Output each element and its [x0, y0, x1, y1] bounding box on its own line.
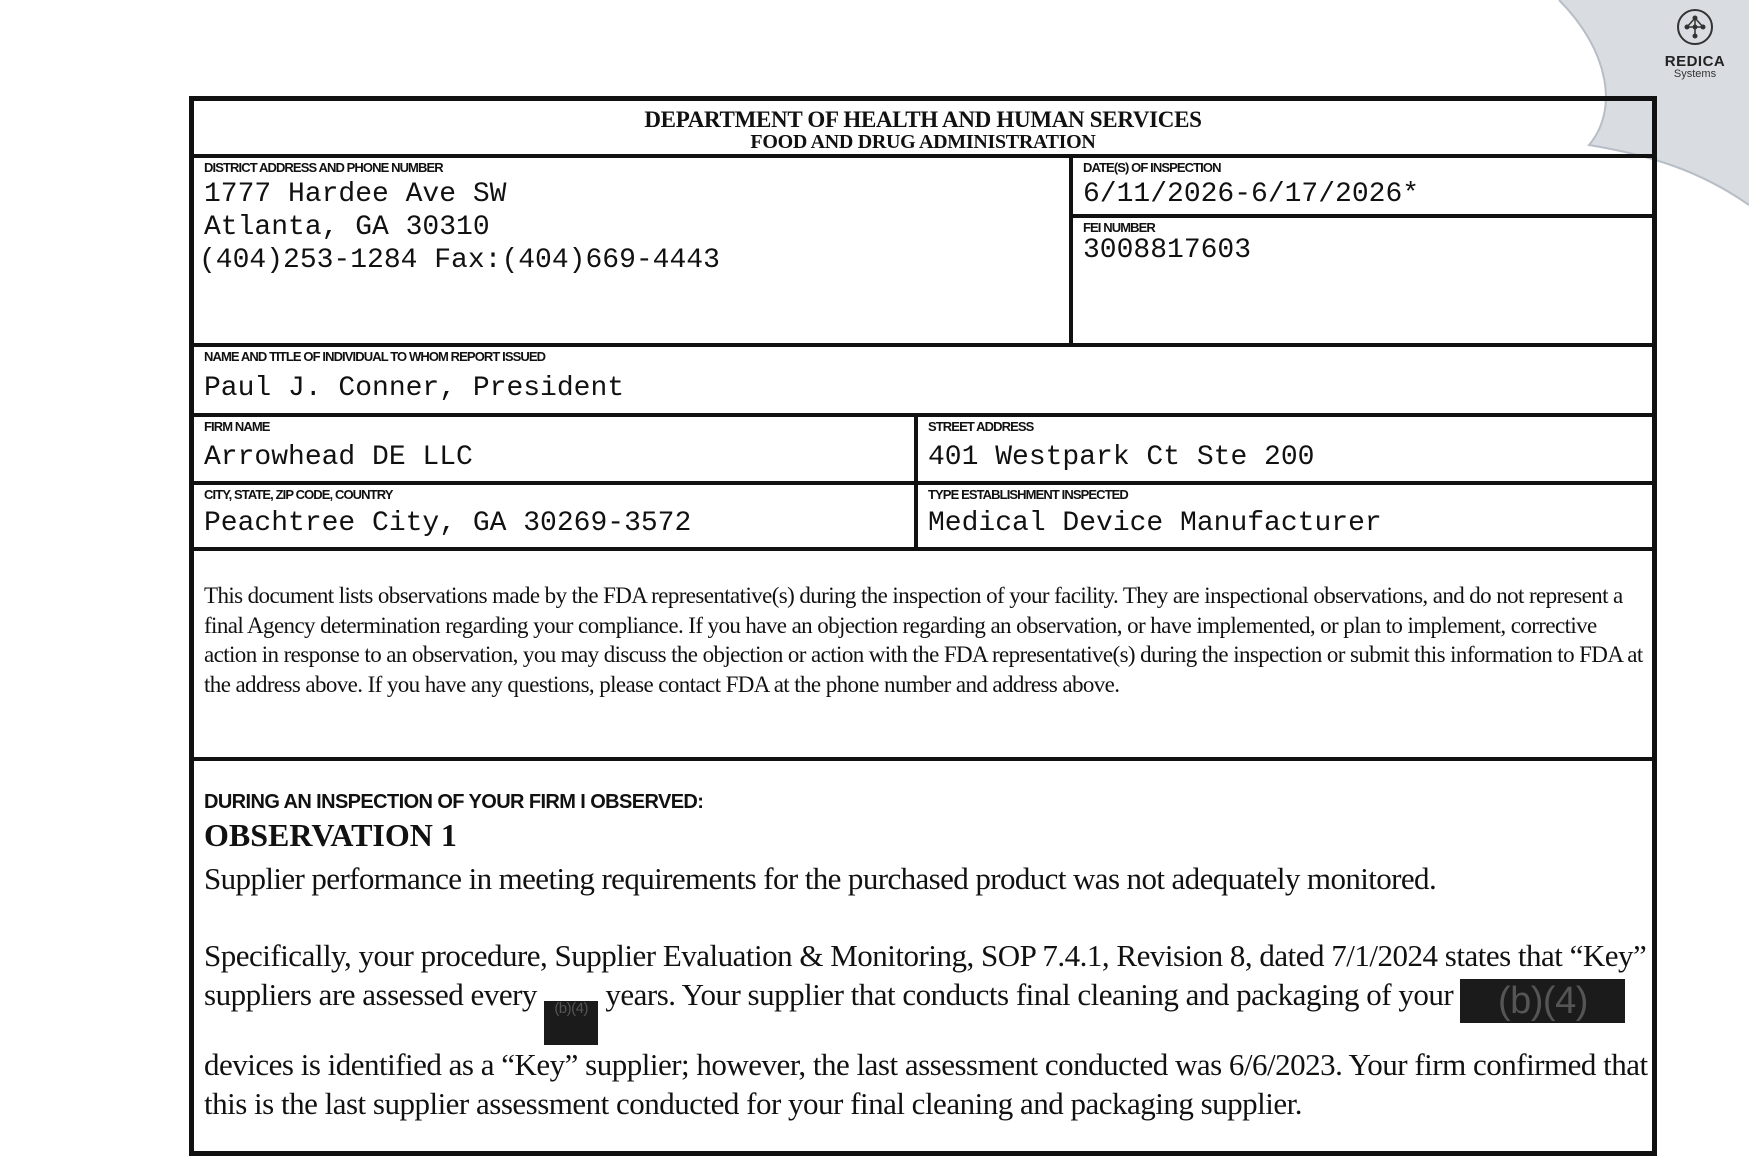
street-value: 401 Westpark Ct Ste 200 [928, 442, 1315, 473]
fei-value: 3008817603 [1083, 235, 1252, 266]
district-label: DISTRICT ADDRESS AND PHONE NUMBER [204, 160, 443, 175]
disclaimer-text: This document lists observations made by the FDA representative(s) during the inspection of your facility. They are inspectional observations, and do not represent a final Agency determination regarding your compliance. If you have an objection regarding an observation, or have implemented, or plan to implement, corrective action in response to an observation, you may discuss the objection or action with the FDA representative(s) during the inspection or submit this information to FDA at the address above. If you have any questions, please contact FDA at the phone number and address above. [204, 583, 1643, 697]
firm-name-value: Arrowhead DE LLC [204, 442, 473, 473]
logo-name: REDICA [1664, 53, 1726, 70]
redaction-box: (b)(4) [1460, 979, 1625, 1023]
dates-value: 6/11/2026-6/17/2026* [1083, 179, 1420, 210]
street-cell [918, 417, 1653, 481]
network-tree-icon [1676, 33, 1714, 50]
city-value: Peachtree City, GA 30269-3572 [204, 508, 692, 539]
city-cell [194, 485, 914, 547]
city-label: CITY, STATE, ZIP CODE, COUNTRY [204, 487, 393, 502]
fda-483-form [189, 96, 1657, 1156]
type-value: Medical Device Manufacturer [928, 508, 1382, 539]
divider [194, 757, 1652, 761]
observation-body-part3: devices is identified as a “Key” supplier; however, the last assessment conducted was 6/6/2023. Your firm confirmed that this is the last supplier assessment conducted for your final cleaning and packaging supplier. [204, 1047, 1648, 1121]
type-cell [918, 485, 1653, 547]
type-label: TYPE ESTABLISHMENT INSPECTED [928, 487, 1128, 502]
district-cell [194, 158, 1069, 343]
district-line3: (404)253-1284 Fax:(404)669-4443 [199, 245, 720, 276]
department-title: DEPARTMENT OF HEALTH AND HUMAN SERVICES [644, 107, 1202, 132]
agency-title: FOOD AND DRUG ADMINISTRATION [750, 131, 1096, 153]
observations-intro: DURING AN INSPECTION OF YOUR FIRM I OBSERVED: [204, 791, 704, 813]
dates-cell [1073, 158, 1653, 214]
redaction-box: (b)(4) [544, 1001, 598, 1045]
observation-body-part2: years. Your supplier that conducts final cleaning and packaging of your [605, 977, 1454, 1012]
district-line2: Atlanta, GA 30310 [204, 212, 490, 243]
logo-subtitle: Systems [1673, 68, 1717, 80]
firm-name-cell [194, 417, 914, 481]
individual-label: NAME AND TITLE OF INDIVIDUAL TO WHOM REPORT ISSUED [204, 349, 546, 364]
dates-label: DATE(S) OF INSPECTION [1083, 160, 1221, 175]
divider [194, 547, 1652, 551]
observation-body [204, 936, 1654, 1123]
district-line1: 1777 Hardee Ave SW [204, 179, 507, 210]
observation-summary: Supplier performance in meeting requirements for the purchased product was not adequately monitored. [204, 861, 1437, 896]
observation-title: OBSERVATION 1 [204, 817, 457, 853]
street-label: STREET ADDRESS [928, 419, 1034, 434]
fei-cell [1073, 218, 1653, 343]
fei-label: FEI NUMBER [1083, 220, 1155, 235]
individual-cell [194, 347, 1652, 413]
redica-logo [1659, 8, 1731, 80]
firm-name-label: FIRM NAME [204, 419, 270, 434]
individual-value: Paul J. Conner, President [204, 373, 625, 404]
form-header [194, 101, 1652, 158]
observation-body-part1: Specifically, your procedure, Supplier Evaluation & Monitoring, SOP 7.4.1, Revision 8, dated 7/1/2024 states that “Key” suppliers are assessed every [204, 938, 1647, 1012]
